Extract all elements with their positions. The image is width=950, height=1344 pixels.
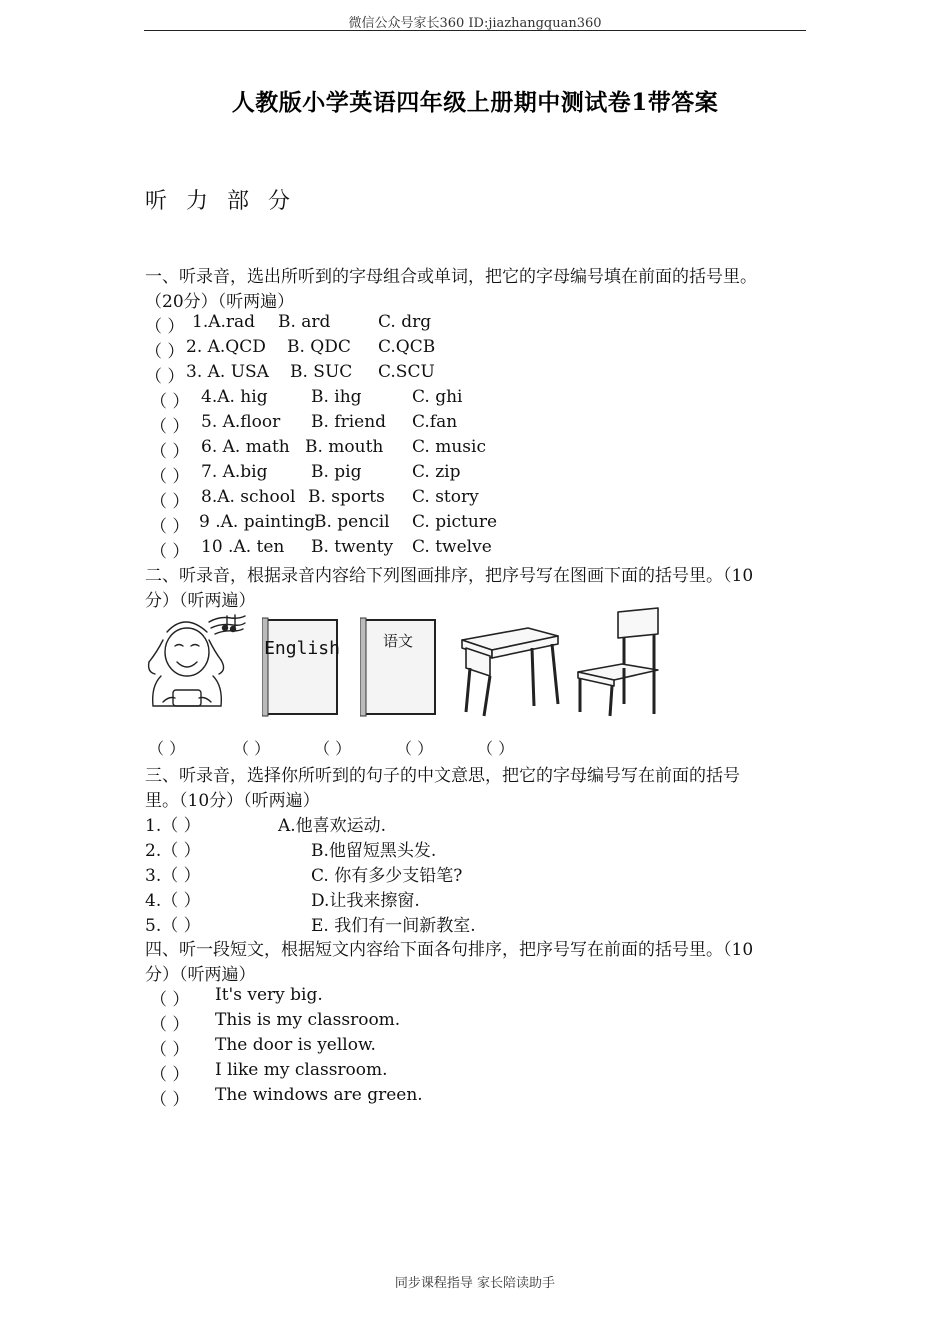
answer-paren[interactable]: （ ）: [145, 367, 185, 387]
answer-paren[interactable]: （ ）: [150, 417, 190, 437]
answer-paren[interactable]: （ ）: [150, 467, 190, 487]
question-number[interactable]: 4.（ ）: [145, 891, 201, 911]
option-a: 3. A. USA: [186, 362, 269, 382]
option-b: B. pencil: [314, 512, 390, 532]
option-b: B. mouth: [305, 437, 384, 457]
question-number[interactable]: 1.（ ）: [145, 816, 201, 836]
question-number[interactable]: 5.（ ）: [145, 916, 201, 936]
option-c: C. twelve: [412, 537, 492, 557]
english-book-label: English: [264, 638, 340, 659]
option-a: 6. A. math: [201, 437, 290, 457]
header-divider: [144, 30, 806, 31]
part2-heading-line2: 分）（听两遍）: [145, 591, 256, 611]
answer-paren[interactable]: （ ）: [150, 392, 190, 412]
answer-paren[interactable]: （ ）: [150, 1015, 190, 1035]
option-a: 4.A. hig: [201, 387, 268, 407]
picture-answer-paren[interactable]: （ ）: [314, 739, 352, 758]
option-b: B. pig: [311, 462, 362, 482]
option-a: 8.A. school: [201, 487, 296, 507]
chinese-book-label: 语文: [382, 632, 414, 650]
option-b: B. sports: [308, 487, 385, 507]
chinese-book-picture: [360, 606, 440, 718]
option-text: C. 你有多少支铅笔?: [311, 866, 463, 886]
option-a: 2. A.QCD: [186, 337, 266, 357]
section-title: 听 力 部 分: [145, 189, 296, 214]
question-number[interactable]: 3.（ ）: [145, 866, 201, 886]
sentence: The windows are green.: [215, 1085, 423, 1105]
chinese-book-icon: [360, 606, 440, 718]
option-a: 1.A.rad: [192, 312, 256, 332]
option-b: B. QDC: [287, 337, 351, 357]
option-c: C. music: [412, 437, 486, 457]
option-c: C.QCB: [378, 337, 436, 357]
picture-answer-paren[interactable]: （ ）: [396, 739, 434, 758]
desk-icon: [456, 606, 564, 718]
option-b: B. twenty: [311, 537, 394, 557]
page-title: 人教版小学英语四年级上册期中测试卷1带答案: [231, 89, 719, 116]
part2-heading-line1: 二、听录音，根据录音内容给下列图画排序，把序号写在图画下面的括号里。（10: [145, 566, 754, 586]
answer-paren[interactable]: （ ）: [150, 517, 190, 537]
sentence: It's very big.: [215, 985, 323, 1005]
option-c: C. zip: [412, 462, 461, 482]
option-c: C. picture: [412, 512, 498, 532]
answer-paren[interactable]: （ ）: [150, 492, 190, 512]
sentence: The door is yellow.: [215, 1035, 376, 1055]
answer-paren[interactable]: （ ）: [150, 1065, 190, 1085]
part1-heading-line1: 一、听录音，选出所听到的字母组合或单词，把它的字母编号填在前面的括号里。: [145, 267, 757, 287]
option-b: B. ihg: [311, 387, 362, 407]
question-number[interactable]: 2.（ ）: [145, 841, 201, 861]
chair-icon: [574, 606, 664, 718]
answer-paren[interactable]: （ ）: [150, 1040, 190, 1060]
option-b: B. friend: [311, 412, 387, 432]
picture-answer-paren[interactable]: （ ）: [148, 739, 186, 758]
option-a: 10 .A. ten: [201, 537, 285, 557]
option-c: C. drg: [378, 312, 432, 332]
option-b: B. SUC: [290, 362, 353, 382]
chair-picture: [574, 606, 664, 718]
sentence: This is my classroom.: [215, 1010, 401, 1030]
part4-heading-line2: 分）（听两遍）: [145, 965, 256, 985]
option-text: E. 我们有一间新教室.: [311, 916, 476, 936]
option-b: B. ard: [278, 312, 331, 332]
answer-paren[interactable]: （ ）: [145, 342, 185, 362]
part1-heading-line2: （20分）（听两遍）: [145, 292, 295, 312]
option-text: B.他留短黑头发.: [311, 841, 437, 861]
answer-paren[interactable]: （ ）: [150, 442, 190, 462]
girl-singing-picture: [143, 606, 251, 718]
english-book-picture: [262, 606, 342, 718]
desk-picture: [456, 606, 564, 718]
option-c: C. ghi: [412, 387, 463, 407]
option-a: 7. A.big: [201, 462, 268, 482]
option-text: D.让我来擦窗.: [311, 891, 420, 911]
option-c: C.fan: [412, 412, 458, 432]
option-text: A.他喜欢运动.: [278, 816, 387, 836]
page-header: 微信公众号家长360 ID:jiazhangquan360: [348, 16, 602, 31]
part3-heading-line1: 三、听录音，选择你所听到的句子的中文意思，把它的字母编号写在前面的括号: [145, 766, 740, 786]
girl-singing-icon: [143, 606, 251, 718]
answer-paren[interactable]: （ ）: [150, 990, 190, 1010]
english-book-icon: [262, 606, 342, 718]
option-a: 9 .A. painting: [199, 512, 316, 532]
part4-heading-line1: 四、听一段短文，根据短文内容给下面各句排序，把序号写在前面的括号里。（10: [145, 940, 754, 960]
picture-answer-paren[interactable]: （ ）: [233, 739, 271, 758]
answer-paren[interactable]: （ ）: [145, 317, 185, 337]
option-c: C. story: [412, 487, 479, 507]
page-footer: 同步课程指导 家长陪读助手: [394, 1276, 556, 1291]
answer-paren[interactable]: （ ）: [150, 542, 190, 562]
picture-answer-paren[interactable]: （ ）: [477, 739, 515, 758]
sentence: I like my classroom.: [215, 1060, 388, 1080]
answer-paren[interactable]: （ ）: [150, 1090, 190, 1110]
part3-heading-line2: 里。（10分）（听两遍）: [145, 791, 320, 811]
option-a: 5. A.floor: [201, 412, 281, 432]
option-c: C.SCU: [378, 362, 435, 382]
